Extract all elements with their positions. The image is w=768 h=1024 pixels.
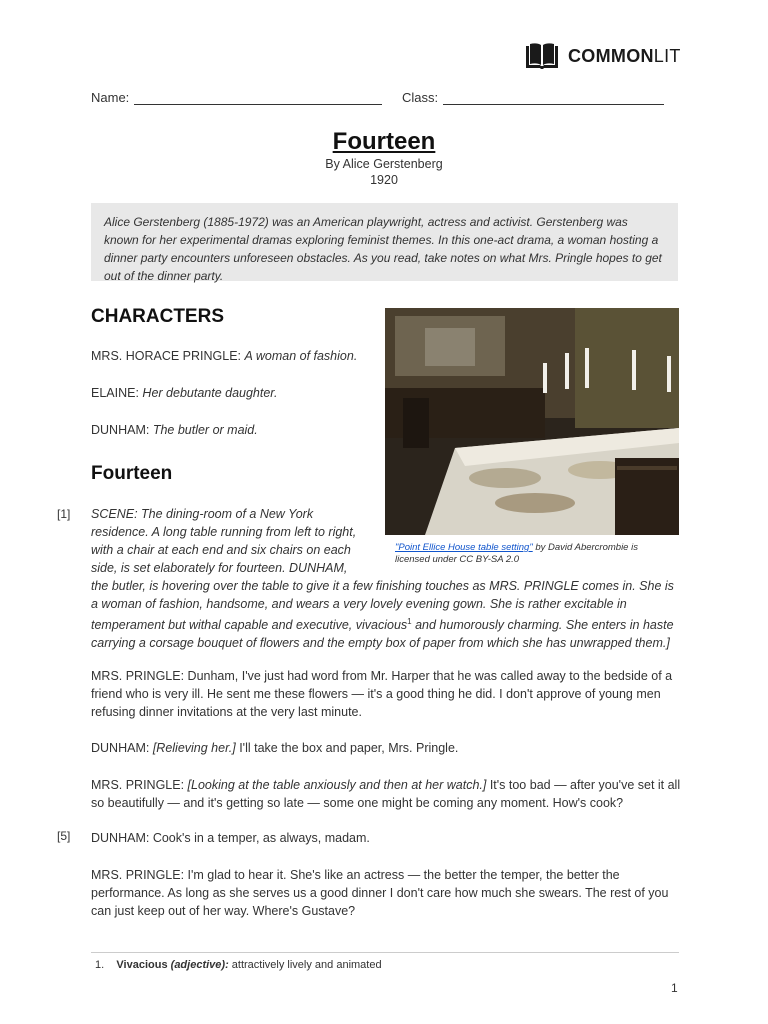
publication-year: 1920 bbox=[370, 173, 398, 187]
line-number: [5] bbox=[57, 829, 71, 843]
dining-table-photo bbox=[385, 308, 679, 535]
name-label: Name: bbox=[91, 90, 130, 105]
page-title: Fourteen bbox=[332, 128, 436, 155]
character-item: DUNHAM: The butler or maid. bbox=[91, 423, 258, 437]
open-book-icon bbox=[524, 42, 560, 70]
class-label: Class: bbox=[402, 90, 439, 105]
dialogue-paragraph: DUNHAM: Cook's in a temper, as always, madam. bbox=[91, 831, 370, 845]
character-item: MRS. HORACE PRINGLE: A woman of fashion. bbox=[91, 349, 358, 363]
dialogue-paragraph: MRS. PRINGLE: I'm glad to hear it. She's like an actress — the better the temper, the better the performance. As long as she serves us a good dinner I don't care how much she swears. The rest of you can just keep out of her way. Where's Gustave? bbox=[91, 868, 669, 918]
character-item: ELAINE: Her debutante daughter. bbox=[91, 386, 278, 400]
photo-source-link[interactable]: "Point Ellice House table setting" bbox=[395, 542, 533, 553]
dialogue-paragraph: MRS. PRINGLE: [Looking at the table anxiously and then at her watch.] It's too bad — after you've set it all so beautifully — and it's getting so late — some one might be coming any moment. How's cook? bbox=[91, 778, 681, 810]
name-field[interactable] bbox=[91, 90, 382, 105]
class-blank[interactable] bbox=[443, 90, 664, 105]
name-blank[interactable] bbox=[134, 90, 382, 105]
footnote: 1. Vivacious (adjective): attractively lively and animated bbox=[95, 959, 382, 971]
characters-heading: CHARACTERS bbox=[91, 306, 224, 327]
scene-description: SCENE: The dining-room of a New York residence. A long table running from left to right, with a chair at each end and six chairs on each side, is set elaborately for fourteen. DUNHAM, the butler, is hovering over the table to give it a few finishing touches as MRS. PRINGLE comes in. She is a woman of fashion, handsome, and wears a very lovely evening gown. She is rather excitable in temperament but withal capable and executive, vivacious$^1$ and humorously charming. She enters in haste carrying a corsage bouquet of flowers and the empty box of paper from which she has unwrapped them.] bbox=[91, 507, 674, 651]
intro-box: Alice Gerstenberg (1885-1972) was an American playwright, actress and activist. Gerstenberg was known for her experimental dramas exploring feminist themes. In this one-act drama, a woman hosting a dinner party encounters unforeseen obstacles. As you read, take notes on what Mrs. Pringle hopes to get out of the dinner party. bbox=[91, 203, 678, 281]
footnote-ref[interactable]: 1 bbox=[407, 617, 412, 626]
class-field[interactable] bbox=[402, 90, 664, 105]
page-number: 1 bbox=[671, 981, 678, 995]
photo-caption: "Point Ellice House table setting" by David Abercrombie is licensed under CC BY-SA 2.0 bbox=[395, 542, 638, 565]
play-heading: Fourteen bbox=[91, 463, 173, 484]
dialogue-paragraph: DUNHAM: [Relieving her.] I'll take the box and paper, Mrs. Pringle. bbox=[91, 741, 459, 755]
dialogue-paragraph: MRS. PRINGLE: Dunham, I've just had word from Mr. Harper that he was called away to the bedside of a friend who is very ill. He sent me these flowers — it's a good thing he did. I don't approve of young men refusing dinner invitations at the very last minute. bbox=[91, 669, 673, 719]
dining-table-image bbox=[385, 308, 679, 535]
title-block bbox=[0, 128, 768, 188]
footnote-divider bbox=[91, 952, 679, 953]
logo-text: COMMONLIT bbox=[568, 45, 681, 66]
line-number: [1] bbox=[57, 507, 71, 521]
author-byline: By Alice Gerstenberg bbox=[325, 157, 443, 171]
commonlit-logo bbox=[524, 42, 681, 70]
